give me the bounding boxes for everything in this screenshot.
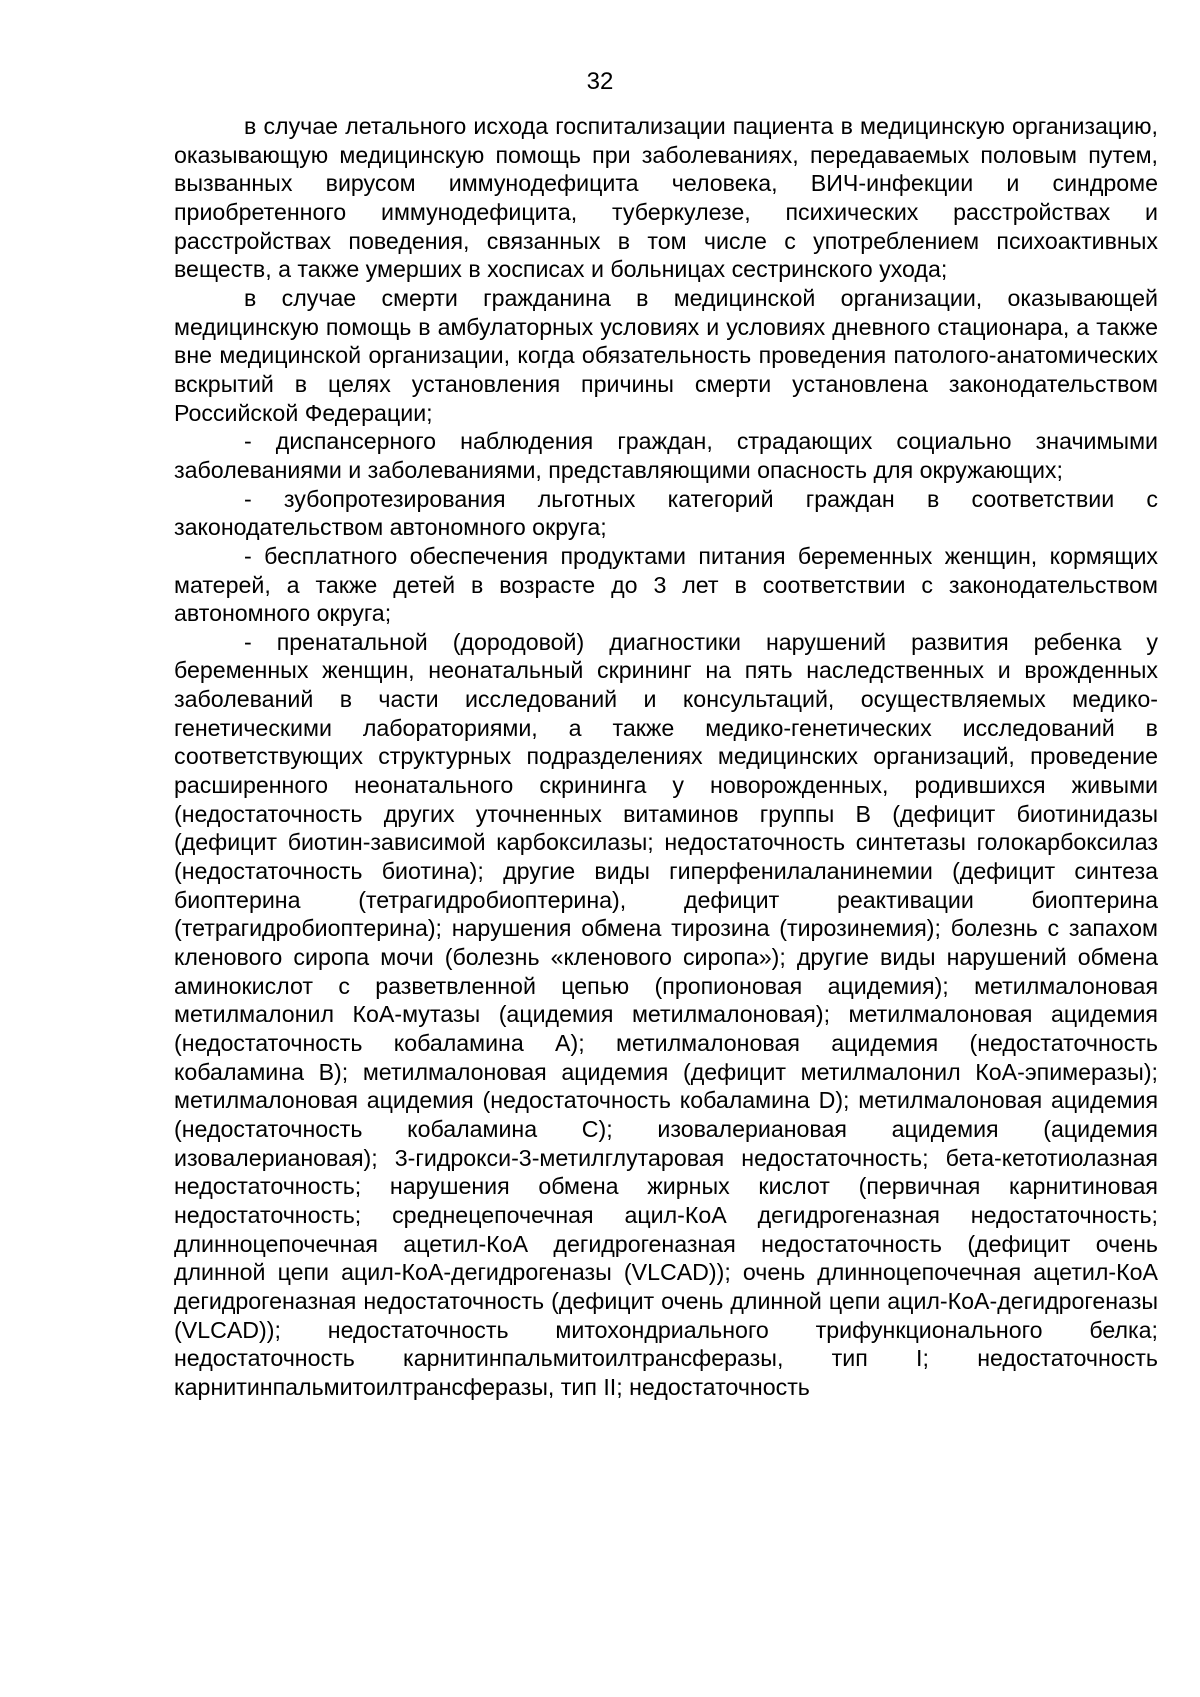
paragraph-dispensary-observation: - диспансерного наблюдения граждан, страдающих социально значимыми заболеваниями и заболеваниями, представляющими опасность для окружающих; bbox=[174, 428, 1158, 483]
paragraph-prenatal-diagnostics: - пренатальной (дородовой) диагностики нарушений развития ребенка у беременных женщин, неонатальный скрининг на пять наследственных и врожденных заболеваний в части исследований и консультаций, осуществляемых медико-генетическими лабораториями, а также медико-генетических исследований в соответствующих структурных подразделениях медицинских организаций, проведение расширенного неонатального скрининга у новорожденных, родившихся живыми (недостаточность других уточненных витаминов группы B (дефицит биотинидазы (дефицит биотин-зависимой карбоксилазы; недостаточность синтетазы голокарбоксилаз (недостаточность биотина); другие виды гиперфенилаланинемии (дефицит синтеза биоптерина (тетрагидробиоптерина), дефицит реактивации биоптерина (тетрагидробиоптерина); нарушения обмена тирозина (тирозинемия); болезнь с запахом кленового сиропа мочи (болезнь «кленового сиропа»); другие виды нарушений обмена аминокислот с разветвленной цепью (пропионовая ацидемия); метилмалоновая метилмалонил КоА-мутазы (ацидемия метилмалоновая); метилмалоновая ацидемия (недостаточность кобаламина A); метилмалоновая ацидемия (недостаточность кобаламина B); метилмалоновая ацидемия (дефицит метилмалонил КоА-эпимеразы); метилмалоновая ацидемия (недостаточность кобаламина D); метилмалоновая ацидемия (недостаточность кобаламина C); изовалериановая ацидемия (ацидемия изовалериановая); 3-гидрокси-3-метилглутаровая недостаточность; бета-кетотиолазная недостаточность; нарушения обмена жирных кислот (первичная карнитиновая недостаточность; среднецепочечная ацил-КоА дегидрогеназная недостаточность; длинноцепочечная ацетил-КоА дегидрогеназная недостаточность (дефицит очень длинной цепи ацил-КоА-дегидрогеназы (VLCAD)); очень длинноцепочечная ацетил-КоА дегидрогеназная недостаточность (дефицит очень длинной цепи ацил-КоА-дегидрогеназы (VLCAD)); недостаточность митохондриального трифункционального белка; недостаточность карнитинпальмитоилтрансферазы, тип I; недостаточность карнитинпальмитоилтрансферазы, тип II; недостаточность bbox=[174, 628, 1158, 1400]
paragraph-lethal-outcome: в случае летального исхода госпитализации пациента в медицинскую организацию, оказывающую медицинскую помощь при заболеваниях, передаваемых половым путем, вызванных вирусом иммунодефицита человека, ВИЧ-инфекции и синдроме приобретенного иммунодефицита, туберкулезе, психических расстройствах и расстройствах поведения, связанных в том числе с употреблением психоактивных веществ, а также умерших в хосписах и больницах сестринского ухода; bbox=[174, 113, 1158, 283]
page-number: 32 bbox=[586, 68, 614, 95]
paragraph-death-in-organization: в случае смерти гражданина в медицинской организации, оказывающей медицинскую помощь в амбулаторных условиях и условиях дневного стационара, а также вне медицинской организации, когда обязательность проведения патолого-анатомических вскрытий в целях установления причины смерти установлена законодательством Российской Федерации; bbox=[174, 284, 1158, 426]
paragraph-dental-prosthetics: - зубопротезирования льготных категорий граждан в соответствии с законодательством автономного округа; bbox=[174, 485, 1158, 541]
document-body bbox=[174, 112, 1158, 1402]
paragraph-free-food-provision: - бесплатного обеспечения продуктами питания беременных женщин, кормящих матерей, а также детей в возрасте до 3 лет в соответствии с законодательством автономного округа; bbox=[174, 542, 1158, 627]
